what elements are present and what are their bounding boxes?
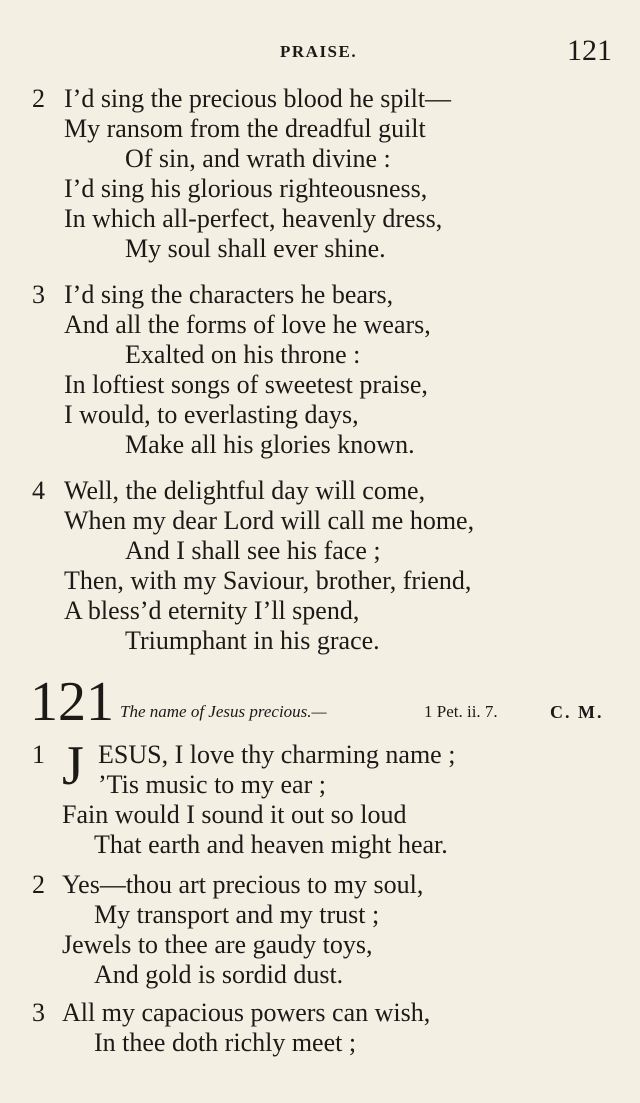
- verse-number: 1: [32, 740, 45, 769]
- verse-number: 3: [32, 998, 45, 1027]
- hymn-meter: C. M.: [550, 702, 604, 722]
- verse-line: In which all-perfect, heavenly dress,: [64, 204, 443, 233]
- hymn-number: 121: [30, 671, 114, 733]
- verse-line: ’Tis music to my ear ;: [98, 770, 326, 799]
- verse-line: And gold is sordid dust.: [94, 960, 344, 989]
- drop-cap: J: [62, 735, 84, 797]
- verse-line: I’d sing his glorious righteousness,: [64, 174, 428, 203]
- verse-line: And all the forms of love he wears,: [64, 310, 431, 339]
- verse-line: In loftiest songs of sweetest praise,: [64, 370, 428, 399]
- running-head: [0, 36, 640, 68]
- verse-line: Jewels to thee are gaudy toys,: [62, 930, 373, 959]
- verse-line: I would, to everlasting days,: [64, 400, 359, 429]
- page-number: 121: [567, 34, 612, 67]
- verse-line: When my dear Lord will call me home,: [64, 506, 475, 535]
- verse-line: My soul shall ever shine.: [125, 234, 386, 263]
- verse-line: Then, with my Saviour, brother, friend,: [64, 566, 472, 595]
- hymn-heading: [30, 672, 620, 732]
- verse-line: My transport and my trust ;: [94, 900, 380, 929]
- verse-line: Yes—thou art precious to my soul,: [62, 870, 424, 899]
- verse-line: And I shall see his face ;: [125, 536, 381, 565]
- verse-line: Make all his glories known.: [125, 430, 415, 459]
- verse-line: Exalted on his throne :: [125, 340, 361, 369]
- verse-line: Of sin, and wrath divine :: [125, 144, 391, 173]
- scripture-reference: 1 Pet. ii. 7.: [424, 702, 498, 721]
- verse-line: That earth and heaven might hear.: [94, 830, 448, 859]
- verse-line: My ransom from the dreadful guilt: [64, 114, 426, 143]
- verse-line: Triumphant in his grace.: [125, 626, 380, 655]
- verse-line: In thee doth richly meet ;: [94, 1028, 357, 1057]
- verse-line: Well, the delightful day will come,: [64, 476, 426, 505]
- verse-line: I’d sing the precious blood he spilt—: [64, 84, 452, 113]
- verse-line: All my capacious powers can wish,: [62, 998, 431, 1027]
- verse-line: ESUS, I love thy charming name ;: [98, 740, 456, 769]
- verse-number: 2: [32, 84, 45, 113]
- hymn-title: The name of Jesus precious.—: [120, 702, 327, 721]
- verse-number: 3: [32, 280, 45, 309]
- verse-line: Fain would I sound it out so loud: [62, 800, 407, 829]
- verse-line: I’d sing the characters he bears,: [64, 280, 394, 309]
- verse-line: A bless’d eternity I’ll spend,: [64, 596, 360, 625]
- verse-number: 2: [32, 870, 45, 899]
- verse-number: 4: [32, 476, 45, 505]
- running-title: PRAISE.: [280, 42, 358, 61]
